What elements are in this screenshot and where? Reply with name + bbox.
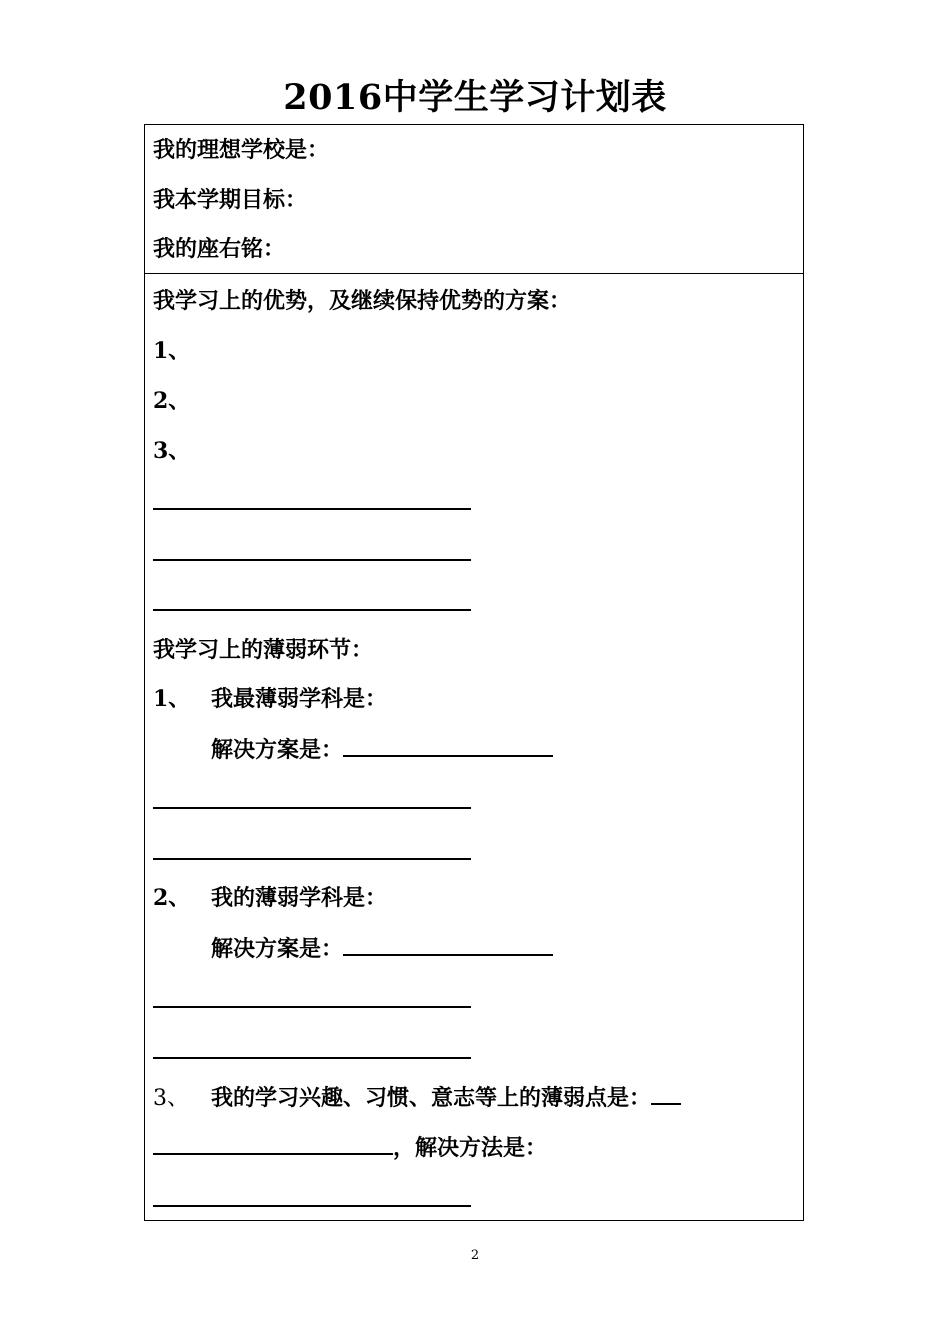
weak-subject-1 <box>153 685 387 713</box>
method-label: ，解决方法是： <box>393 1135 548 1161</box>
answer-blank[interactable] <box>153 858 471 860</box>
answer-blank[interactable] <box>153 609 471 611</box>
item-number: 1、 <box>153 686 191 712</box>
item-number: 3、 <box>153 1086 189 1111</box>
strength-item-3: 3、 <box>153 438 191 464</box>
answer-blank[interactable] <box>153 1133 393 1155</box>
weak-habits-label: 我的学习兴趣、习惯、意志等上的薄弱点是： <box>211 1085 652 1111</box>
weak-subject-2-label: 我的薄弱学科是： <box>211 885 388 911</box>
item-number: 2、 <box>153 885 191 911</box>
weak-subject-2 <box>153 884 387 912</box>
weak-habits <box>153 1083 681 1113</box>
solution-label: 解决方案是： <box>211 737 344 763</box>
ideal-school-label: 我的理想学校是： <box>153 137 330 163</box>
strength-item-1: 1、 <box>153 338 191 364</box>
strength-item-2: 2、 <box>153 388 191 414</box>
answer-blank[interactable] <box>153 1205 471 1207</box>
answer-blank[interactable] <box>153 508 471 510</box>
page-number: 2 <box>470 1248 480 1263</box>
weak-subject-2-solution <box>211 934 553 963</box>
motto-label: 我的座右铭： <box>153 236 286 262</box>
answer-blank[interactable] <box>153 559 471 561</box>
answer-blank[interactable] <box>343 934 553 956</box>
goals-box <box>144 124 804 274</box>
answer-blank[interactable] <box>651 1083 681 1105</box>
analysis-box <box>144 273 804 1221</box>
answer-blank[interactable] <box>343 735 553 757</box>
answer-blank[interactable] <box>153 1006 471 1008</box>
answer-blank[interactable] <box>153 1057 471 1059</box>
weak-subject-1-solution <box>211 735 553 764</box>
semester-goal-label: 我本学期目标： <box>153 187 308 213</box>
solution-label: 解决方案是： <box>211 936 344 962</box>
weakness-heading: 我学习上的薄弱环节： <box>153 637 374 663</box>
page-title: 2016中学生学习计划表 <box>283 77 667 118</box>
weak-habits-method <box>153 1133 547 1162</box>
strengths-heading: 我学习上的优势，及继续保持优势的方案： <box>153 288 572 314</box>
weak-subject-1-label: 我最薄弱学科是： <box>211 686 388 712</box>
answer-blank[interactable] <box>153 807 471 809</box>
